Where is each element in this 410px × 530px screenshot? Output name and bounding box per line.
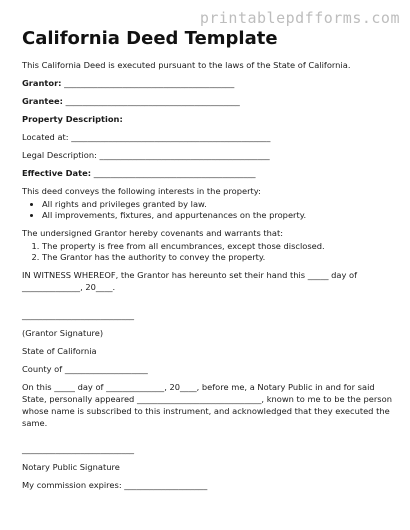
grantor-label: Grantor: bbox=[22, 78, 62, 88]
grantee-blank: __________________________________________ bbox=[65, 96, 240, 106]
interests-list bbox=[22, 199, 394, 221]
grantor-signature-label: (Grantor Signature) bbox=[22, 328, 104, 338]
intro-text: This California Deed is executed pursuant to the laws of the State of California. bbox=[22, 60, 351, 70]
covenants-list bbox=[22, 241, 394, 263]
effective-date-blank: _______________________________________ bbox=[93, 168, 256, 178]
commission-field: My commission expires: ____________________ bbox=[22, 480, 208, 490]
notary-signature-label: Notary Public Signature bbox=[22, 462, 120, 472]
grantee-field bbox=[22, 95, 394, 107]
watermark: printablepdfforms.com bbox=[199, 9, 400, 27]
list-item: 1. The property is free from all encumbrances, except those disclosed. bbox=[42, 241, 394, 252]
property-heading: Property Description: bbox=[22, 114, 123, 124]
located-at-field: Located at: ________________________________________________ bbox=[22, 132, 271, 142]
list-item: 2. The Grantor has the authority to convey the property. bbox=[42, 252, 394, 263]
notary-signature-line: ___________________________ bbox=[22, 444, 135, 454]
grantee-label: Grantee: bbox=[22, 96, 63, 106]
county-field: County of ____________________ bbox=[22, 364, 148, 374]
grantor-blank: _________________________________________ bbox=[64, 78, 235, 88]
grantor-field bbox=[22, 77, 394, 89]
deed-document bbox=[22, 28, 394, 491]
conveys-text: This deed conveys the following interests in the property: bbox=[22, 186, 261, 196]
legal-description-field: Legal Description: _________________________________________ bbox=[22, 150, 270, 160]
state-text: State of California bbox=[22, 346, 97, 356]
covenants-intro: The undersigned Grantor hereby covenants and warrants that: bbox=[22, 228, 284, 238]
grantor-signature-line: ___________________________ bbox=[22, 310, 135, 320]
list-item: • All improvements, fixtures, and appurtenances on the property. bbox=[42, 210, 394, 221]
list-item: • All rights and privileges granted by law. bbox=[42, 199, 394, 210]
document-title: California Deed Template bbox=[22, 28, 278, 49]
witness-text: IN WITNESS WHEREOF, the Grantor has hereunto set their hand this _____ day of ______________, 20____. bbox=[22, 270, 358, 292]
effective-date-label: Effective Date: bbox=[22, 168, 92, 178]
notary-text: On this _____ day of ______________, 20____, before me, a Notary Public in and for said State, personally appeared ______________________________, known to me to be the person whose name is subscribed to this instrument, and acknowledged that they executed the same. bbox=[22, 382, 392, 428]
effective-date-field bbox=[22, 167, 394, 179]
